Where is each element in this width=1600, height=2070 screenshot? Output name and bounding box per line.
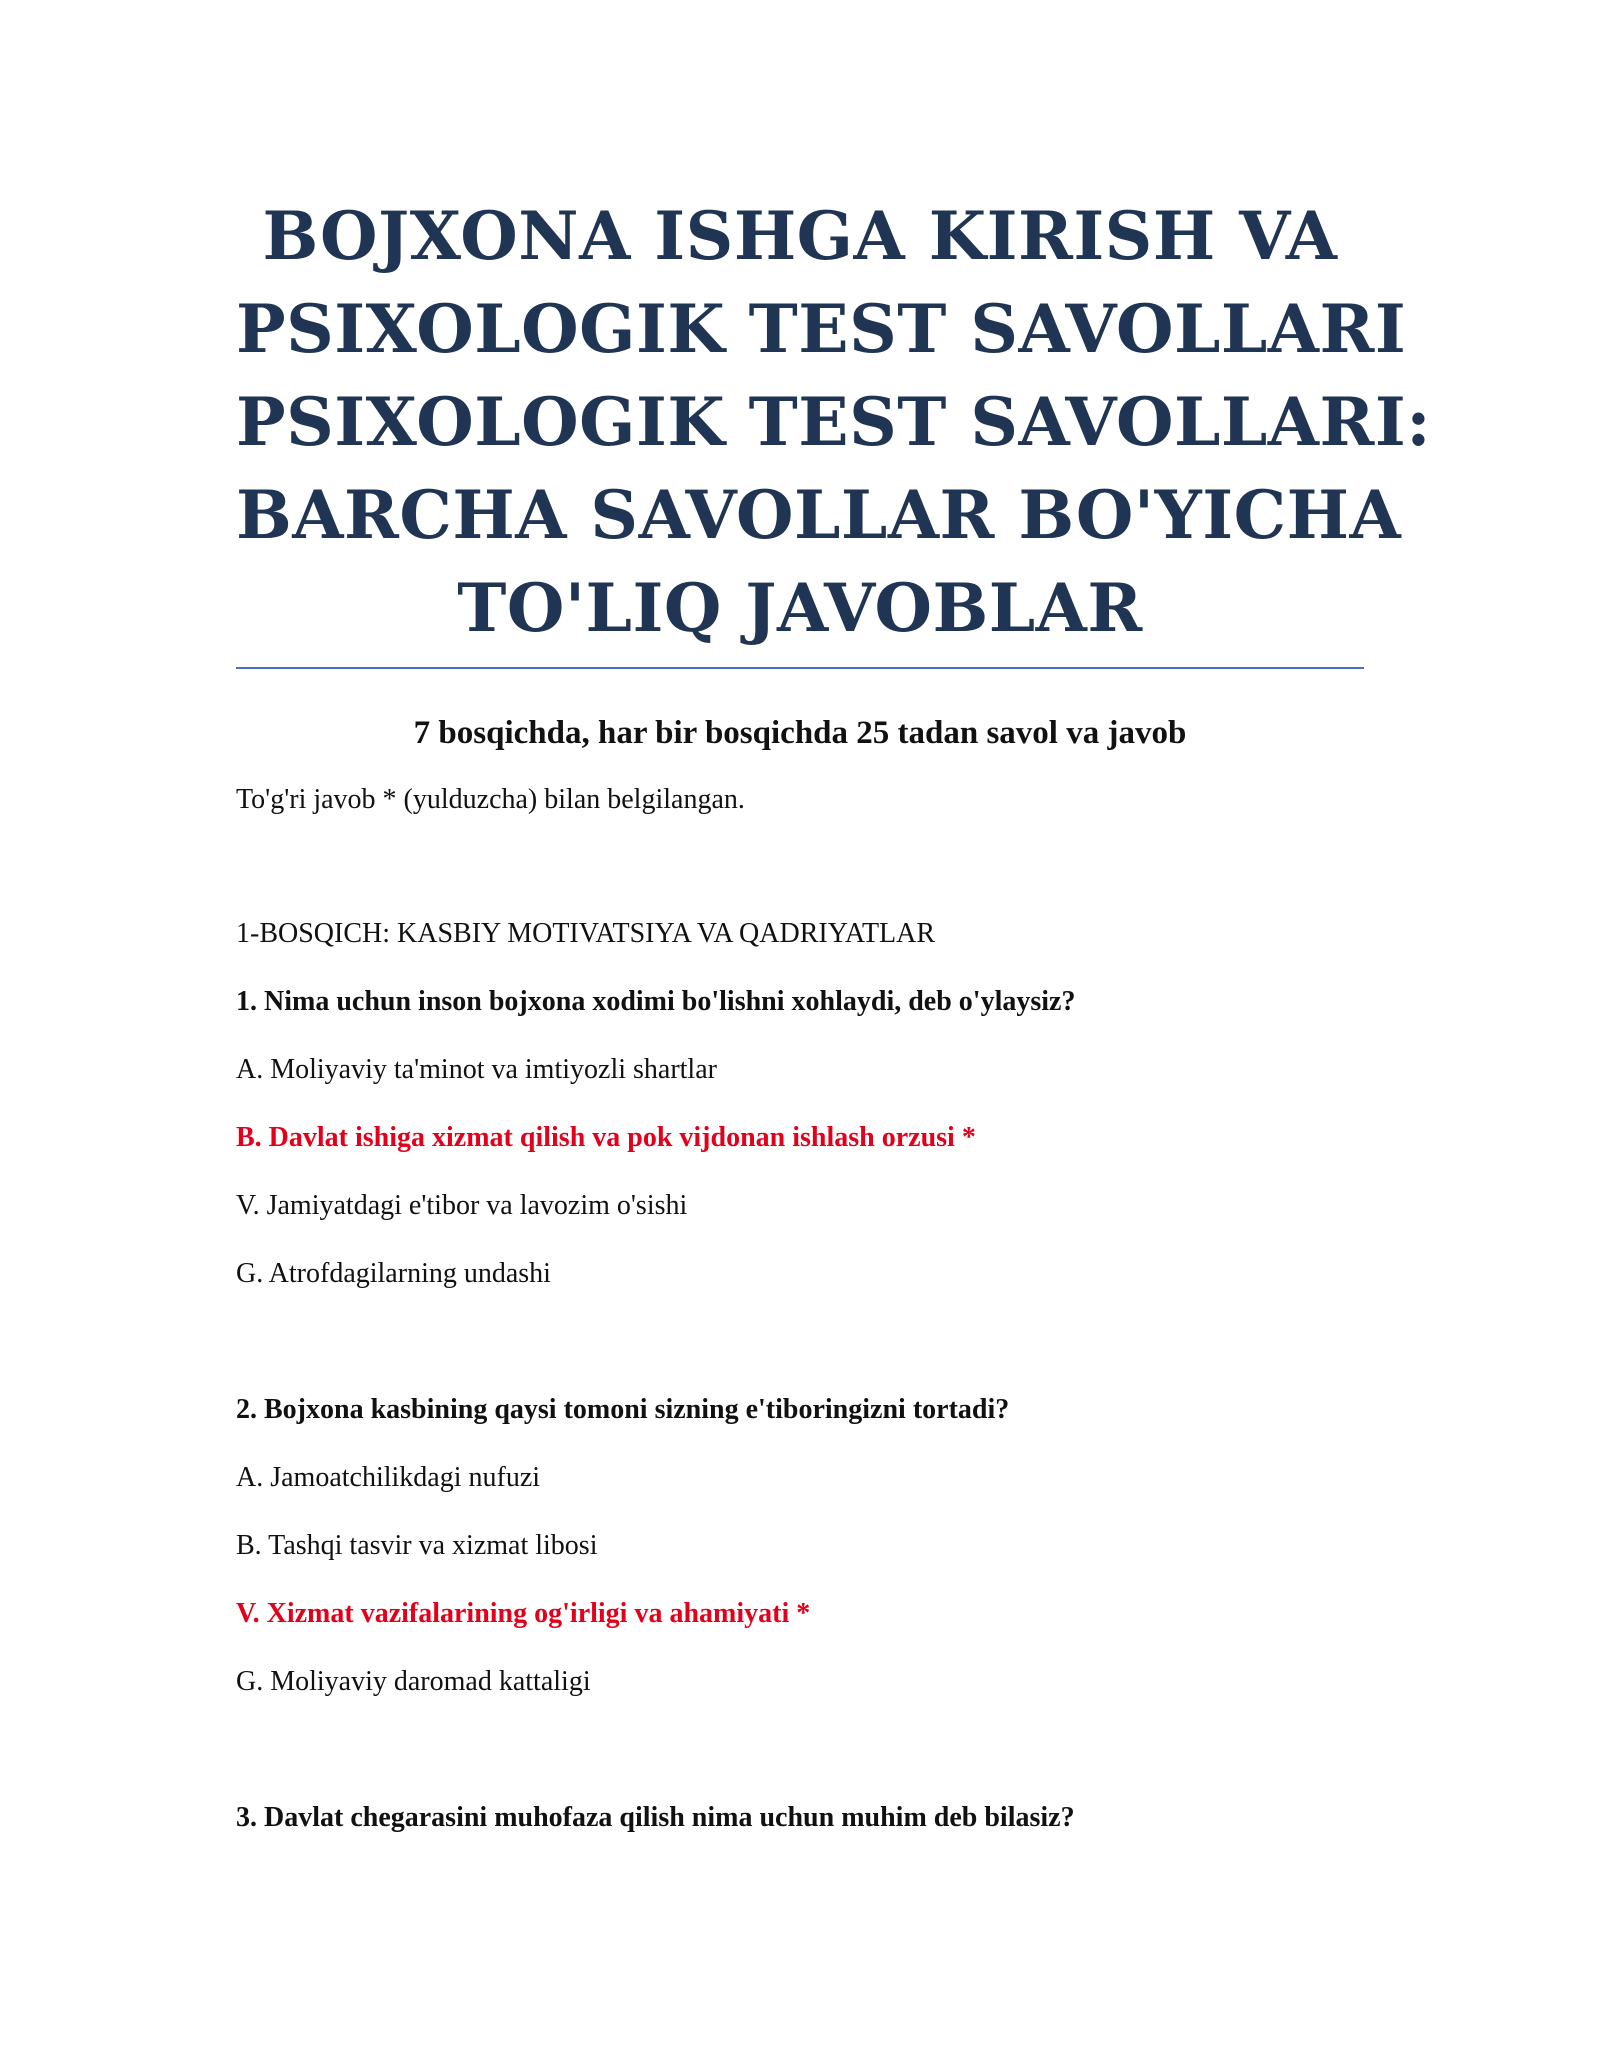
title-line: PSIXOLOGIK TEST SAVOLLARI: bbox=[236, 383, 1432, 461]
title-line: BOJXONA ISHGA KIRISH VA bbox=[262, 197, 1338, 275]
title-divider bbox=[236, 667, 1364, 669]
question-2-option-v-correct: V. Xizmat vazifalarining og'irligi va ahamiyati * bbox=[236, 1598, 811, 1629]
answer-key-note: To'g'ri javob * (yulduzcha) bilan belgilangan. bbox=[236, 784, 745, 815]
question-1-option-v: V. Jamiyatdagi e'tibor va lavozim o'sishi bbox=[236, 1190, 688, 1221]
title-line: TO'LIQ JAVOBLAR bbox=[457, 569, 1143, 647]
question-1-option-a: A. Moliyaviy ta'minot va imtiyozli shartlar bbox=[236, 1054, 717, 1085]
page-title bbox=[236, 190, 1432, 655]
question-1: 1. Nima uchun inson bojxona xodimi bo'lishni xohlaydi, deb o'ylaysiz? bbox=[236, 986, 1076, 1017]
question-2-option-b: B. Tashqi tasvir va xizmat libosi bbox=[236, 1530, 598, 1561]
question-3: 3. Davlat chegarasini muhofaza qilish nima uchun muhim deb bilasiz? bbox=[236, 1802, 1075, 1833]
title-line: BARCHA SAVOLLAR BO'YICHA bbox=[236, 476, 1402, 554]
question-2: 2. Bojxona kasbining qaysi tomoni sizning e'tiboringizni tortadi? bbox=[236, 1394, 1010, 1425]
question-2-option-a: A. Jamoatchilikdagi nufuzi bbox=[236, 1462, 541, 1493]
question-1-option-b-correct: B. Davlat ishiga xizmat qilish va pok vijdonan ishlash orzusi * bbox=[236, 1122, 976, 1153]
document-content bbox=[236, 190, 1432, 1835]
subtitle: 7 bosqichda, har bir bosqichda 25 tadan savol va javob bbox=[413, 715, 1187, 751]
title-line: PSIXOLOGIK TEST SAVOLLARI bbox=[236, 290, 1407, 368]
question-2-option-g: G. Moliyaviy daromad kattaligi bbox=[236, 1666, 591, 1697]
question-1-option-g: G. Atrofdagilarning undashi bbox=[236, 1258, 551, 1289]
section-heading: 1-BOSQICH: KASBIY MOTIVATSIYA VA QADRIYATLAR bbox=[236, 918, 936, 949]
